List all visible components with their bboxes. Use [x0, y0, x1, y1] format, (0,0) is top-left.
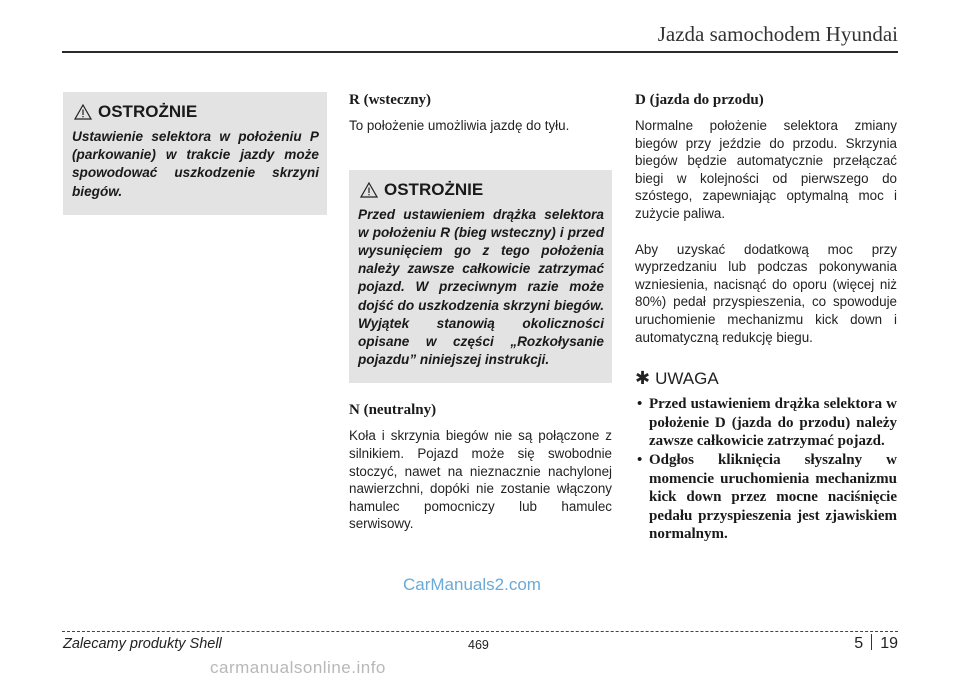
- note-item: • Odgłos kliknięcia słyszalny w momencie uruchomienia mechanizmu kick down przez mocne naciśnięcie pedału przyspieszenia jest zjawiskiem normalnym.: [635, 451, 897, 543]
- drive-text-1: Normalne położenie selektora zmiany biegów przy jeździe do przodu. Skrzynia biegów będzie automatycznie przełączać biegi w kolejności od pierwszego do szóstego, zapewniając optymalną moc i zużycie paliwa.: [635, 118, 897, 221]
- reverse-text: To położenie umożliwia jazdę do tyłu.: [349, 118, 570, 133]
- note-title-text: UWAGA: [655, 368, 719, 388]
- footer-rule: [62, 631, 898, 632]
- warning-box-parking: [63, 92, 327, 215]
- warning-title-text: OSTROŻNIE: [98, 102, 198, 121]
- note-list: [635, 395, 897, 543]
- footer-chapter-page: [854, 634, 898, 653]
- footer-chapter: 5: [854, 635, 864, 652]
- footer-page: 19: [880, 635, 898, 652]
- watermark-link[interactable]: CarManuals2.com: [403, 575, 541, 594]
- warning-title: [358, 180, 604, 200]
- warning-title: [72, 102, 319, 122]
- footer-separator: [871, 634, 872, 650]
- warning-text: Przed ustawieniem drążka selektora w położeniu R (bieg wsteczny) i przed wysunięciem go z tego położenia należy zawsze całkowicie zatrzymać pojazd. W przeciwnym razie może dojść do uszkodzenia skrzyni biegów. Wyjątek stanowią okoliczności opisane w części „Rozkołysanie pojazdu” niniejszej instrukcji.: [358, 206, 604, 368]
- footer-left-text: Zalecamy produkty Shell: [63, 636, 222, 652]
- neutral-heading: N (neutralny): [349, 402, 437, 419]
- header-rule: [62, 51, 898, 53]
- drive-heading: D (jazda do przodu): [635, 92, 764, 108]
- note-block: [635, 368, 897, 543]
- drive-text-2: Aby uzyskać dodatkową moc przy wyprzedzaniu lub podczas pokonywania wzniesienia, nacisnąć do oporu (więcej niż 80%) pedał przyspieszenia, co spowoduje uruchomienie mechanizmu kick down i automatyczną redukcję biegu.: [635, 241, 897, 345]
- warning-text: Ustawienie selektora w położeniu P (parkowanie) w trakcie jazdy może spowodować uszkodzenie skrzyni biegów.: [72, 129, 319, 199]
- neutral-text: Koła i skrzynia biegów nie są połączone z silnikiem. Pojazd może się swobodnie stoczyć, nawet na nieznacznie nachylonej nawierzchni, dopóki nie zostanie włączony hamulec pomocniczy lub hamulec serwisowy.: [349, 428, 612, 532]
- bottom-banner[interactable]: carmanualsonline.info: [210, 658, 386, 677]
- note-title: [635, 368, 897, 389]
- note-item: • Przed ustawieniem drążka selektora w położenie D (jazda do przodu) należy zawsze całkowicie zatrzymać pojazd.: [635, 395, 897, 450]
- warning-triangle-icon: [360, 182, 378, 198]
- column-1: [63, 92, 327, 215]
- warning-triangle-icon: [74, 104, 92, 120]
- warning-title-text: OSTROŻNIE: [384, 179, 484, 199]
- warning-box-reverse: [349, 170, 612, 384]
- note-star-icon: ✱: [635, 368, 651, 389]
- reverse-heading: R (wsteczny): [349, 92, 432, 108]
- footer-page-number: 469: [468, 638, 489, 652]
- header-title: Jazda samochodem Hyundai: [657, 22, 898, 46]
- column-2: [349, 92, 612, 533]
- column-3: [635, 92, 897, 544]
